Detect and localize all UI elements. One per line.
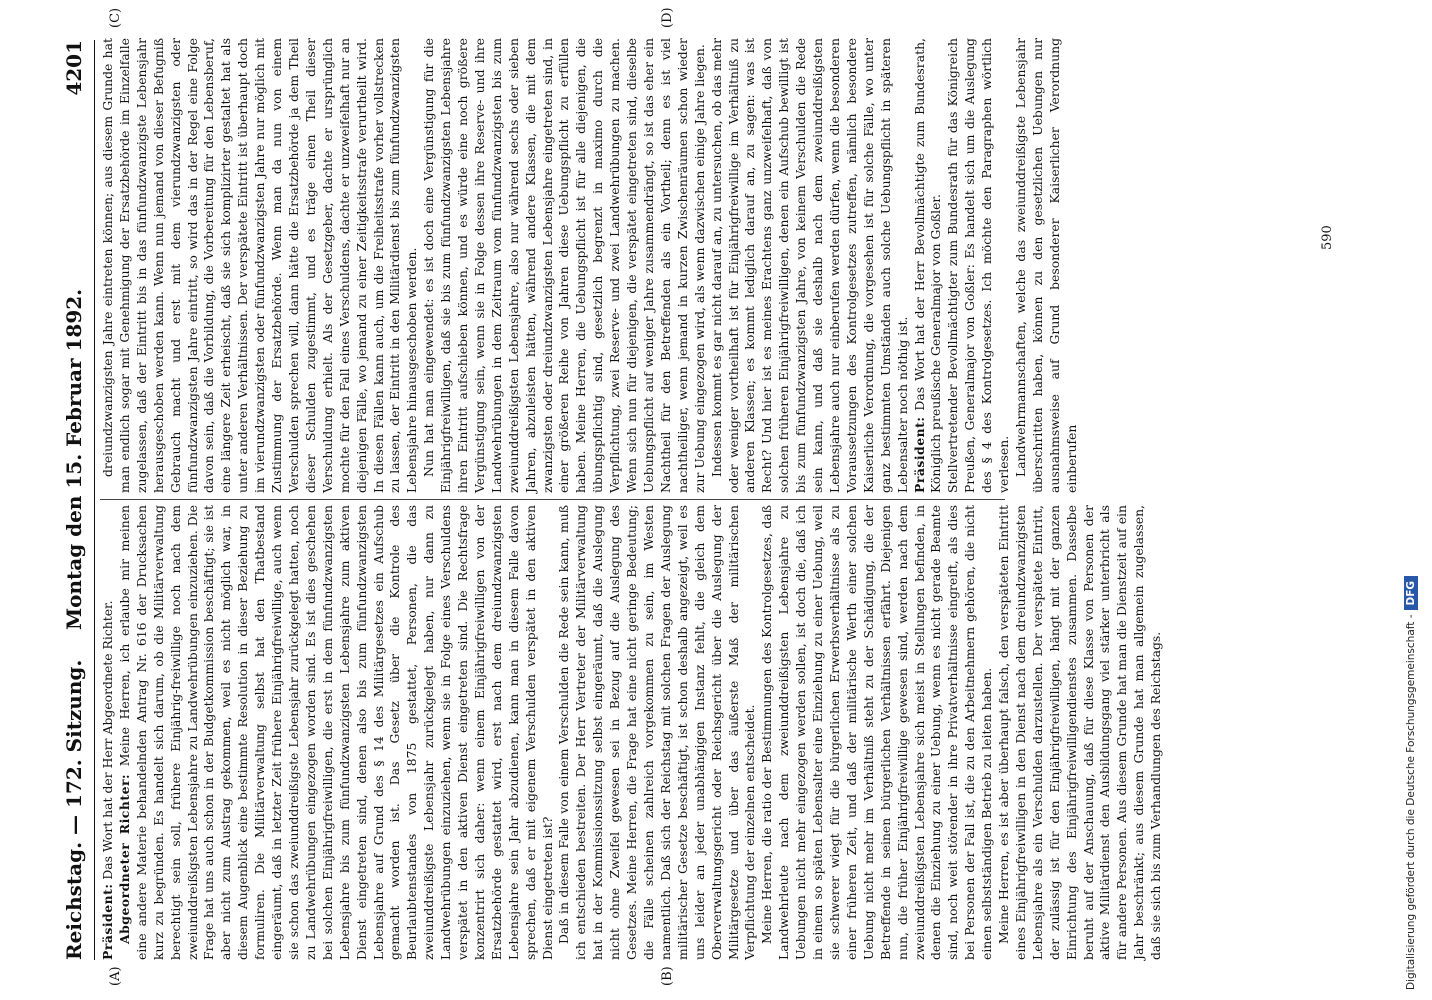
paragraph-text: Meine Herren, es ist aber überhaupt falsch, den verspäteten Eintritt eines Einjährigfreiwilligen in den Dienst nach dem dreiundzwanzigsten Lebensjahre als ein Verschulden darzustellen. Der verspätete Eintritt, der zulässig ist für den Einjährigfreiwilligen, hängt mit der ganzen Einrichtung des Einjährigfreiwilligendienstes zusammen. Dasselbe beruht auf der Anschauung, daß für diese Klasse von Personen der aktive Militärdienst den Ausbildungsgang viel stärker unterbricht als für andere Personen. Aus diesem Grunde hat man die Dienstzeit auf ein Jahr beschränkt; aus diesem Grunde hat man allgemein zugelassen, daß sie sich bis zum Verhandlungen des Reichstags. — [996, 505, 1164, 960]
speaker-paragraph — [100, 505, 117, 960]
text-paragraph — [759, 505, 996, 960]
paragraph-text: Indessen kommt es gar nicht darauf an, zu untersuchen, ob das mehr oder weniger vortheilhaft ist für Einjährigfreiwillige im Verhältniß zu anderen Klassen; es kommt lediglich darauf an, zu sagen: was ist Recht? Und hier ist es meines Erachtens ganz unzweifelhaft, daß von solchen früheren Einjährigfreiwilligen, denen ein Aufschub bewilligt ist bis zum fünfundzwanzigsten Jahre, von keinem Verschulden die Rede sein kann, und daß sie deshalb nach dem zweiunddreißigsten Lebensjahre auch nur einberufen werden dürfen, wenn die besonderen Voraussetzungen des Kontrolgesetzes zutreffen, nämlich besondere Kaiserliche Verordnung, die vorgesehen ist für solche Fälle, wo unter ganz bestimmten Umständen auch solche Uebungspflicht in späteren Lebensalter noch nöthig ist. — [708, 38, 910, 493]
margin-mark-c: (C) — [108, 7, 123, 28]
paragraph-text: Meine Herren, ich erlaube mir meinen eine andere Materie behandelnden Antrag Nr. 616 der Drucksachen kurz zu begründen. Es handelt sich darum, ob die Militärverwaltung berechtigt sein soll, frühere Einjährig-freiwillige noch nach dem zweiunddreißigsten Lebensjahre zu Landwehrübungen einzuziehen. Die Frage hat uns auch schon in der Budgetkommission beschäftigt; sie ist aber nicht zum Austrag gekommen, weil es nicht möglich war, in diesem Augenblick eine bestimmte Resolution in dieser Beziehung zu formuliren. Die Militärverwaltung selbst hat den Thatbestand eingeräumt, daß in letzter Zeit frühere Einjährigfreiwillige, auch wenn sie schon das zweiunddreißigste Lebensjahr zurückgelegt hatten, noch zu Landwehrübungen eingezogen worden sind. Es ist dies geschehen bei solchen Einjährigfreiwilligen, die erst in dem fünfundzwanzigsten Lebensjahre bis zum fünfundzwanzigsten Lebensjahre zum aktiven Dienst eingetreten sind, denen also bis zum fünfundzwanzigsten Lebensjahre auf Grund des § 14 des Militärgesetzes ein Aufschub gemacht worden ist. Das Gesetz über die Kontrole des Beurlaubtenstandes von 1875 gestattet, Personen, die das zweiunddreißigste Lebensjahr zurückgelegt haben, nur dann zu Landwehrübungen einzuziehen, wenn sie in Folge eines Verschuldens verspätet in den aktiven Dienst eingetreten sind. Die Rechtsfrage konzentrirt sich daher: wenn einem Einjährigfreiwilligen von der Ersatzbehörde gestattet wird, erst nach dem dreiundzwanzigsten Lebensjahre sein Jahr abzudienen, kann man in diesem Falle davon sprechen, daß er mit eigenem Verschulden verspätet in den aktiven Dienst eingetreten ist? — [116, 504, 555, 960]
page-header — [60, 40, 95, 960]
paragraph-text: Das Wort hat der Herr Abgeordnete Richter. — [100, 600, 115, 884]
header-date: Montag den 15. Februar 1892. — [62, 288, 86, 630]
column-divider — [100, 499, 1005, 500]
margin-mark-d: (D) — [660, 7, 675, 28]
paragraph-text: dreiundzwanzigsten Jahre eintreten können; aus diesem Grunde hat man endlich sogar mit Genehmigung der Ersatzbehörde im Einzelfalle zugelassen, daß der Eintritt bis in das fünfundzwanzigste Lebensjahr herausgeschoben werden kann. Wenn nun jemand von dieser Befugniß Gebrauch macht und erst mit dem vierundzwanzigsten oder fünfundzwanzigsten Jahre eintritt, so wird das in der Regel eine Folge davon sein, daß die Vorbildung, die Vorbereitung für den Lebensberuf, eine längere Zeit erheischt, daß sie sich komplizirter gestaltet hat als unter anderen Verhältnissen. Der verspätete Eintritt ist überhaupt doch im vierundzwanzigsten oder fünfundzwanzigsten Jahre nur möglich mit Zustimmung der Ersatzbehörde. Wenn man da nun von einem Verschulden sprechen will, dann hätte die Ersatzbehörde ja dem Theil dieser Schulden zugestimmt, und es träge einen Theil dieser Verschuldung erhielt. Als der Gesetzgeber, dachte er ursprünglich mochte für den Fall eines Verschuldens, dachte er unzweifelhaft nur an diejenigen Fälle, wo jemand zu einer Zeitigkeitsstrafe verurtheilt wird. In diesen Fällen kann auch, um die Freiheitsstrafe vorher vollstrecken zu lassen, der Eintritt in den Militärdienst bis zum fünfundzwanzigsten Lebensjahre hinausgeschoben werden. — [100, 38, 420, 493]
paragraph-text: Meine Herren, die ratio der Bestimmungen des Kontrolgesetzes, daß Landwehrleute nach dem zweiunddreißigsten Lebensjahre zu Uebungen nicht mehr eingezogen werden sollen, ist doch die, daß ich in einem so späten Lebensalter eine Einziehung zu einer Uebung, weil sie schwerer wiegt für die bürgerlichen Erwerbsverhältnisse als zu einer früheren Zeit, und daß der militärische Werth einer solchen Uebung nicht mehr im Verhältniß steht zu der Schädigung, die der Betreffende in seinen bürgerlichen Verhältnissen erfährt. Diejenigen nun, die früher Einjährigfreiwillige gewesen sind, werden nach dem zweiunddreißigsten Lebensjahre sich meist in Stellungen befinden, in denen die Einziehung zu einer Uebung, wenn es nicht gerade Beamte sind, noch weit störender in ihre Privatverhältnisse eingreift, als dies bei Personen der Fall ist, die zu den Arbeitnehmern gehören, die nicht einen selbstständigen Betrieb zu leiten haben. — [759, 505, 995, 960]
text-paragraph — [117, 505, 557, 960]
header-page-number: 4201 — [62, 40, 86, 96]
text-paragraph — [421, 38, 708, 493]
dfg-logo: DFG — [1404, 576, 1418, 611]
left-column — [100, 505, 1165, 960]
header-left: Reichstag. — 172. Sitzung. — [62, 659, 86, 960]
margin-mark-a: (A) — [108, 966, 123, 986]
paragraph-text: Stellvertretender Bevollmächtigter zum Bundesrath für das Königreich Preußen, Generalmajor von Goßler: Es handelt sich um die Auslegung des § 4 des Kontrolgesetzes. Ich möchte den Paragraphen wörtlich verlesen. — [945, 38, 1012, 493]
paragraph-text: Daß in diesem Falle von einem Verschulden die Rede sein kann, muß ich entschieden bestreiten. Der Herr Vertreter der Militärverwaltung hat in der Kommissionssitzung selbst eingeräumt, daß die Auslegung nicht ohne Zweifel gewesen sei in Bezug auf die Auslegung des Gesetzes. Meine Herren, die Frage hat eine nicht geringe Bedeutung; die Fälle scheinen zahlreich vorgekommen zu sein, im Westen namentlich. Daß sich der Reichstag mit solchen Fragen der Auslegung militärischer Gesetze beschäftigt, ist schon deshalb angezeigt, weil es uns leider an jeder unabhängigen Instanz fehlt, die gleich dem Oberverwaltungsgericht oder Reichsgericht über die Auslegung der Militärgesetze und über das äußerste Maß der militärischen Verpflichtung der einzelnen entscheidet. — [556, 505, 758, 960]
margin-mark-b: (B) — [660, 966, 675, 986]
speaker-name: Präsident: — [911, 416, 927, 493]
text-paragraph — [100, 38, 421, 493]
speaker-paragraph — [912, 38, 946, 493]
text-paragraph — [709, 38, 912, 493]
text-paragraph — [996, 505, 1165, 960]
quoted-paragraph — [1013, 38, 1081, 493]
paragraph-text: Nun hat man eingewendet: es ist doch eine Vergünstigung für die Einjährigfreiwilligen, daß sie bis zum fünfundzwanzigsten Lebensjahre ihren Eintritt aufschieben können, und es würde eine noch größere Vergünstigung sein, wenn sie in Folge dessen ihre Reserve- und ihre Landwehrübungen in dem Zeitraum vom fünfundzwanzigsten bis zum zweiunddreißigsten Lebensjahre, also nur während sechs oder sieben Jahren, abzuleisten hätten, während andere Klassen, die mit dem zwanzigsten oder dreiundzwanzigsten Lebensjahre eingetreten sind, in einer größeren Reihe von Jahren diese Uebungspflicht zu erfüllen haben. Meine Herren, die Uebungspflicht ist für alle diejenigen, die übungspflichtig sind, gesetzlich begrenzt in maximo durch die Verpflichtung, zwei Reserve- und zwei Landwehrübungen zu machen. Wenn sich nun für diejenigen, die verspätet eingetreten sind, dieselbe Uebungspflicht auf weniger Jahre zusammendrängt, so ist das eher ein Nachtheil für den Betreffenden als ein Vortheil; denn es ist viel nachtheiliger, wenn jemand in kurzen Zwischenräumen schon wieder zur Uebung eingezogen wird, als wenn dazwischen einige Jahre liegen. — [421, 38, 707, 493]
right-column — [100, 38, 1081, 493]
paragraph-text: Das Wort hat der Herr Bevollmächtigte zum Bundesrath, Königlich preußische Generalmajor von Goßler. — [911, 38, 944, 493]
speaker-paragraph — [945, 38, 1013, 493]
speaker-name: Abgeordneter Richter: — [116, 773, 132, 944]
dfg-digitization-text: Digitalisierung gefördert durch die Deutsche Forschungsgemeinschaft - — [1405, 614, 1417, 990]
paragraph-text: Landwehrmannschaften, welche das zweiunddreißigste Lebensjahr überschritten haben, können zu den gesetzlichen Uebungen nur ausnahmsweise auf Grund besonderer Kaiserlicher Verordnung einberufen — [1012, 38, 1079, 493]
speaker-name: Präsident: — [100, 883, 115, 960]
dfg-footer — [1404, 0, 1418, 990]
bottom-page-number: 590 — [1320, 225, 1335, 250]
text-paragraph — [556, 505, 759, 960]
